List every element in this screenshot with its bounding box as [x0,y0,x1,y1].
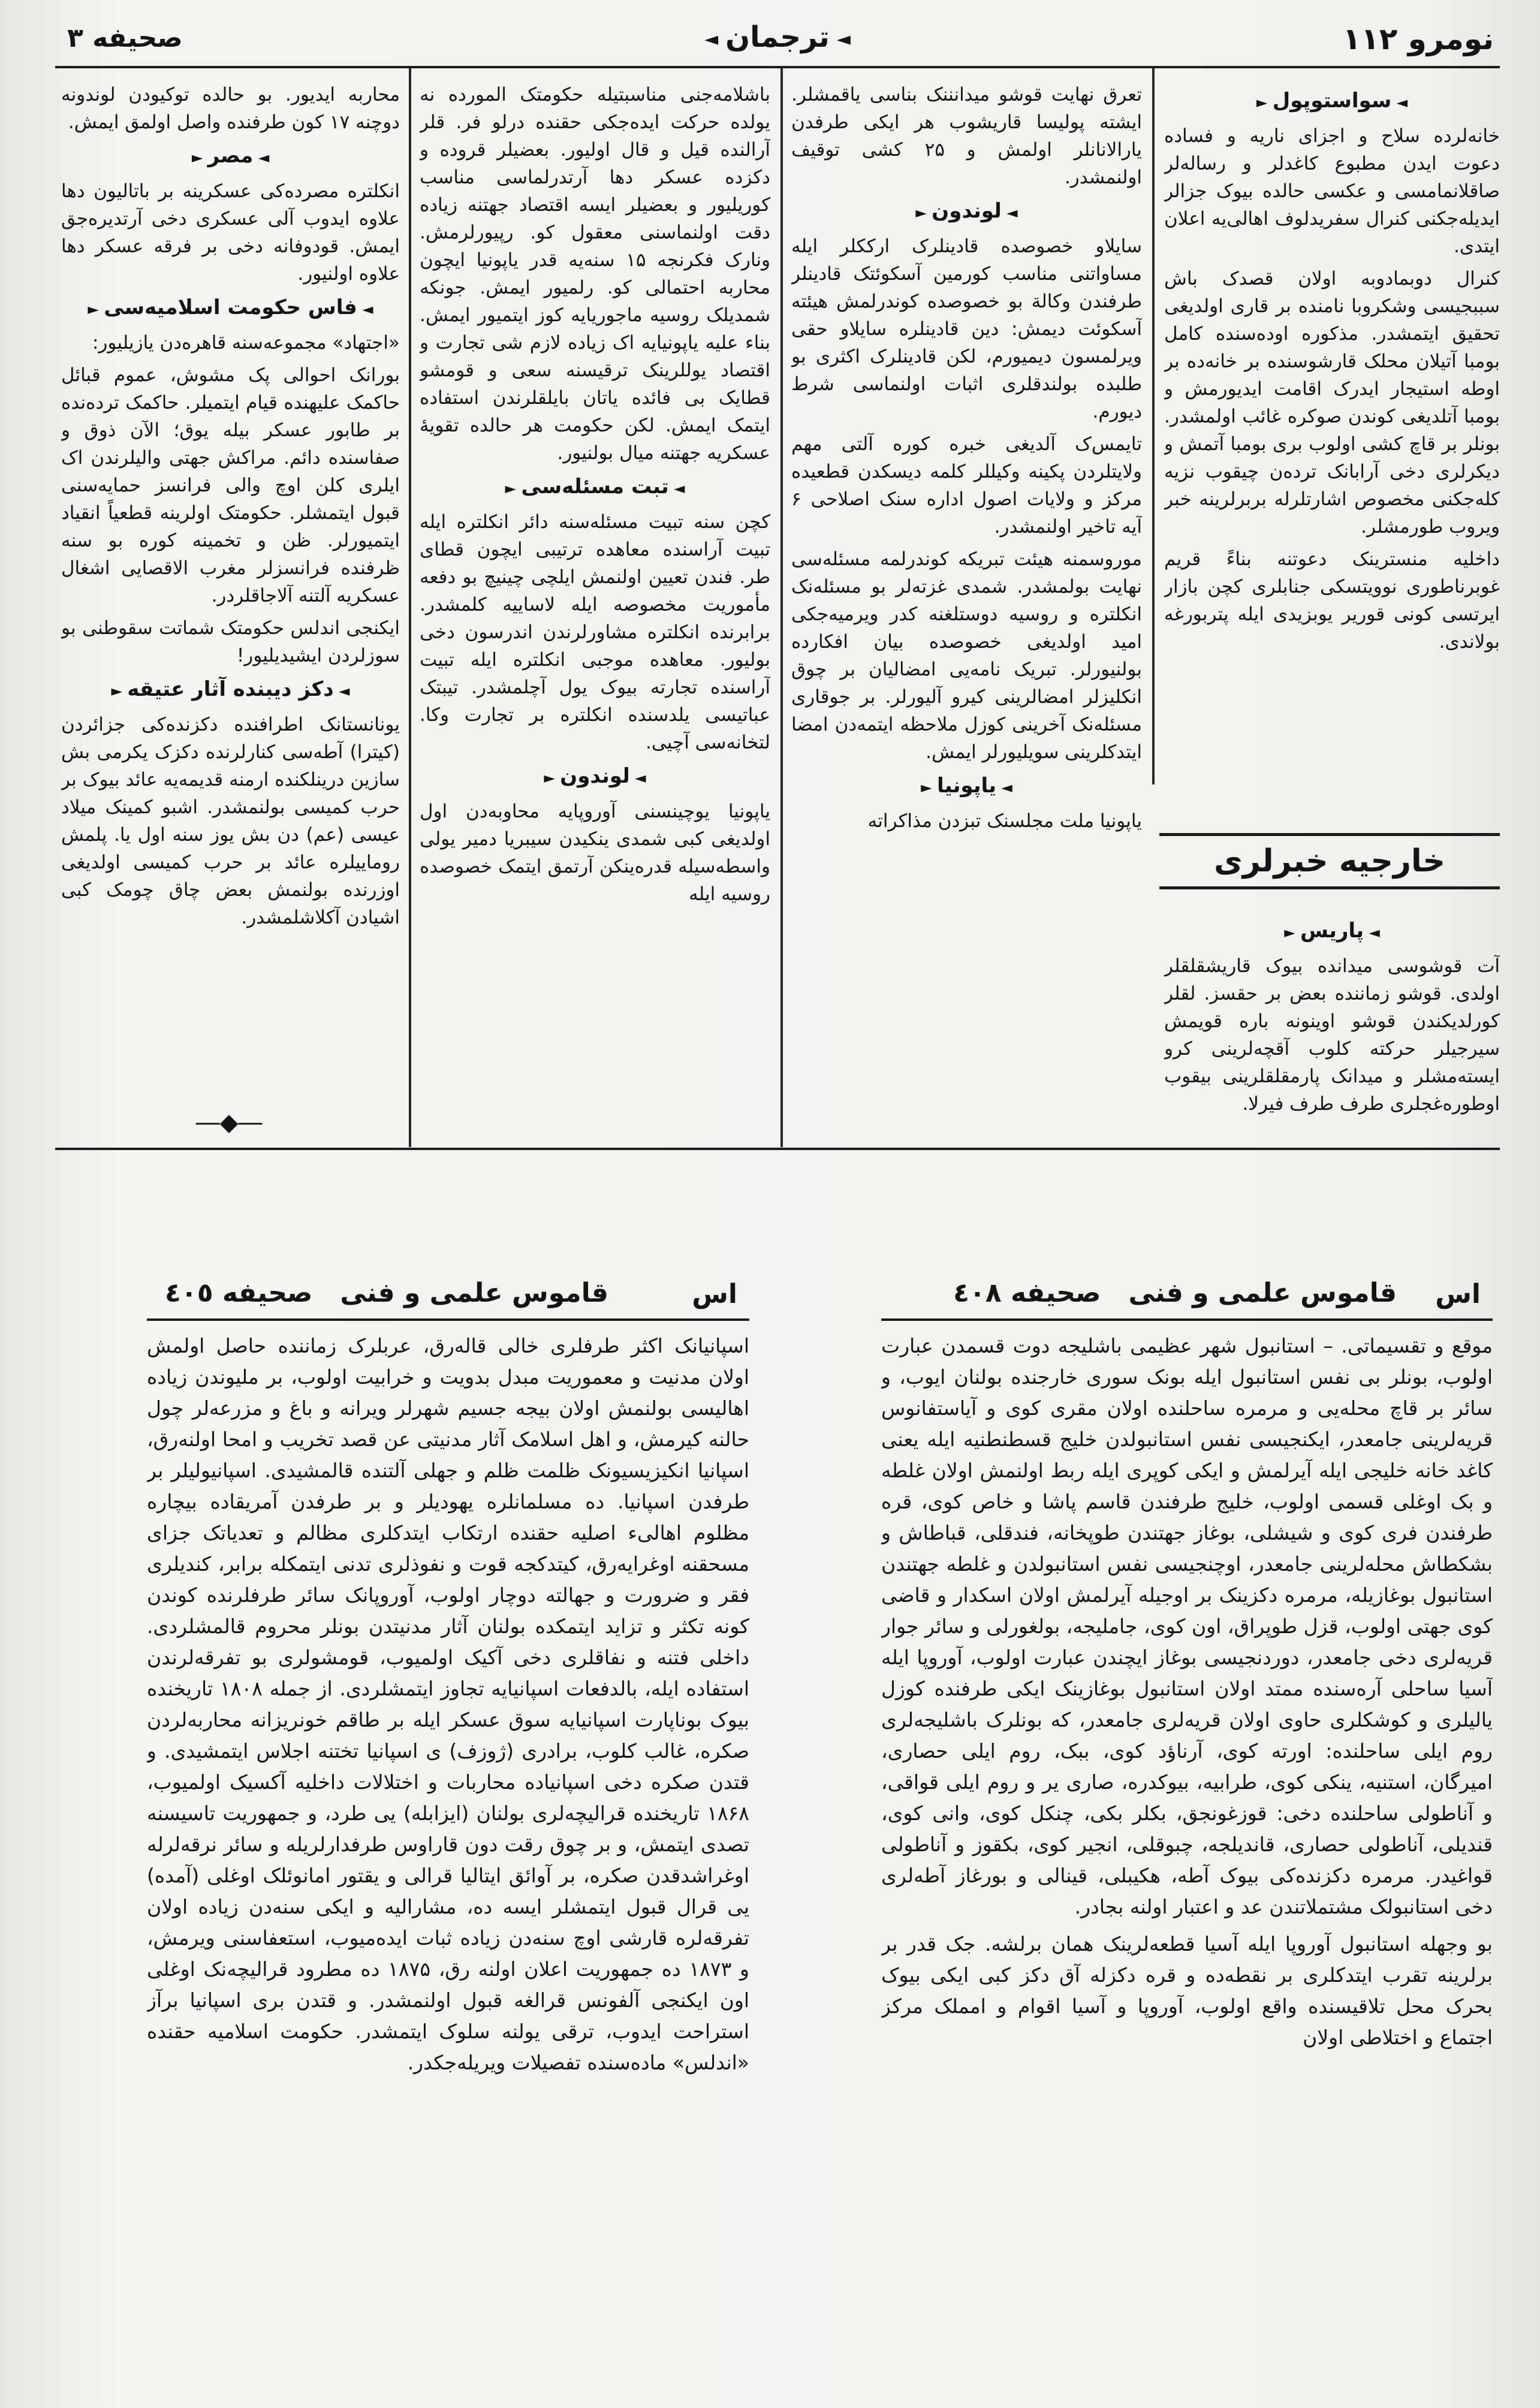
page-header [55,12,1500,63]
article-paragraph: آت قوشوسی میدانده بیوک قاریشقلقلر اولدی. قوشو زماننده بعض بر حقسز. لقلر کورلدیکندن قوشو اوینونه باره قویمش سیرجیلر حرکته کلوب آقچه‌لرینی کرو ایسته‌مشلر و میدانک پارمقلقلرینی بیقوب اوطوره‌غجلری طرف طرف فیرلا. [1164,955,1500,1115]
encyclopedia-card-right [881,1271,1493,2337]
card-page: صحیفه ٤٠٨ [953,1278,1101,1308]
card-paragraph: موقع و تقسیماتی. – استانبول شهر عظیمی باشلیجه دوت قسمدن عبارت اولوب، بونلر بی نفس استانبول ایله بونک سوری خارجنده بولنان ایوب، و سائر بر قاچ محله‌یی و مرمره ساحلنده اولان مقری کوی و آیاستفانوس قریه‌لرینی جامعدر، ایکنجیسی نفس استانبولدن خلیج قسطنطنیه ایله یعنی کاغد خانه خلیجی ایله آیرلمش و ایکی کوپری ایله ربط اولنمش اولان غلطه و بک اوغلی قسمی اولوب، خلیج طرفندن قاسم پاشا و خاص کوی، قره طرفندن فری کوی و شیشلی، بوغاز جهتندن طوپخانه، فندقلی، قباطاش و بشکطاش محله‌لرینی جامعدر، اوچنجیسی نفس استانبولدن و غلطه جهتندن استانبول بوغازیله، مرمره دکزینک بر اوجیله آیرلمش اولان اسکدار و قاضی کوی جهتی اولوب، قزل طوپراق، اون کوی، جاملیجه، بولغورلی و سائر جوار قریه‌لری دخی جامعدر، دوردنجیسی بوغاز ایچندن عبارت اولوب، آوروپا ایله آسیا ساحلی آره‌سنده ممتد اولان استانبول بوغازینک ایکی طرفنده کوزل یالیلری و کوشکلری حاوی اولان قریه‌لری جامعدر، که بونلرک باشلیجه‌لری روم ایلی ساحلنده: اورته کوی، آرناؤد کوی، ببک، روم ایلی حصاری، امیرگان، استنیه، ینکی کوی، طرابیه، بیوکدره، صاری یر و روم ایلی قواقی، و آناطولی ساحلنده دخی: قوزغونجق، بکلر بکی، چنکل کوی، وانی کوی، قندیلی، آناطولی حصاری، قاندیلجه، چبوقلی، انجیر کوی، بکقوز و آناطولی قواغیدر. مرمره دکزنده‌کی بیوک آطه، هکیبلی، قینالی و بورغاز آطه‌لری دخی استانبولک مشتملاتندن عد و اعتبار اولنه بجادر. [881,1334,1493,1918]
section-heading: ◄ مصر ► [61,142,400,171]
column-4 [61,81,400,1100]
newspaper-page [55,6,1500,1196]
header-rule [55,66,1500,68]
article-paragraph: کچن سنه تبیت مسئله‌سنه دائر انکلتره ایله تبیت آراسنده معاهده ترتیبی ایچون قطای طر. فندن تعیین اولنمش ایلچی چینیچ بو دفعه مأموریت مخصوصه ایله لاساییه کلمشدر. برابرنده انکلتره مشاورلرندن اندرسون دخی بولیور. معاهده موجبی انکلتره ایله تبیت آراسنده تجارته بیوک یول آچلمشدر. تیبتک عباتیسی یلدسنده انکلتره بر تجارت وکا. لتخانه‌سی آچیی. [420,511,770,753]
issue-number: نومرو ۱۱۲ [1342,22,1494,56]
foreign-news-banner: خارجیه خبرلری [1159,833,1500,889]
article-paragraph: داخلیه منسترینک دعوتنه بناءً قریم غوبرناطوری نوویتسکی جنابلری کچن بازار ایرتسی کونی قوریر یوبزیدی ایله پتربورغه بولاندی. [1164,548,1500,653]
card-paragraph: بو وجهله استانبول آوروپا ایله آسیا قطعه‌لرینک همان برلشه. جک قدر بر برلرینه تقرب ایتدکلری بر نقطه‌ده و قره دکزله آق دکز کبی ایکی بیوک بحرک محل تلاقیسنده واقع اولوب، آوروپا و آسیا اقوام و امملک مرکز اجتماع و اختلاطی اولان [881,1932,1493,2049]
card-page: صحیفه ٤٠٥ [165,1278,313,1308]
ornament-divider: ―◆― [195,1109,263,1136]
card-body [147,1330,749,2337]
card-title [165,1278,608,1308]
article-paragraph: سایلاو خصوصده قادینلرک ارککلر ایله مساواتنی مناسب کورمین آسکوئتک قادینلر طرفندن وکالة بو خصوصده کوندرلمش هیئته آسکوئت دیمش: دین قادینلره سایلاو حقی ویرلمسون دیمیورم، لکن قادینلرک اکثری بو طلبده بولندقلری اثبات اولنماسی شرط دیورم. [791,236,1142,423]
encyclopedia-card-left [147,1271,749,2337]
card-abbreviation: اس [692,1279,737,1309]
card-title [953,1278,1397,1308]
section-heading: ◄ لوندون ► [420,762,770,792]
section-heading: ◄ پاریس ► [1164,917,1500,946]
page-label: صحیفه ۳ [67,23,183,53]
bottom-rule [55,1148,1500,1150]
masthead-title: ◄ ترجمان ◄ [685,20,870,54]
section-heading: ◄ دکز دیبنده آثار عتیقه ► [61,675,400,705]
column-1 [1164,81,1500,782]
card-title-text: قاموس علمی و فنی [1128,1278,1397,1308]
article-paragraph: یاپونیا ملت مجلسنک تبزدن مذاکراته [867,810,1142,832]
article-paragraph: کنرال دوبمادوبه اولان قصدک باش سببجیسی وشکروبا نامنده بر قاری اولدیغی تحقیق ایتمشدر. مذکوره اوده‌سنده کامل بومبا آتیلان محلک قارشوسنده بر خانه‌ده بر اوطه استیجار ایدرک اقامت ایدیورمش و بومبا آتلدیغی کوندن صوکره غائب اولمشدر. بونلر بر قاچ کشی اولوب بری بومبا آتمش و دیکرلری دخی آرابانک ترده‌ن چیقوب نزیه کله‌جکنی مخصوص اشارتلرله بربرلرینه خبر ویروب طورمشلر. [1164,268,1500,538]
article-paragraph: بورانک احوالی پک مشوش، عموم قبائل حاکمک علیهنده قیام ایتمیلر. حاکمک ترده‌نده بر طابور عسکر بیله یوق؛ الآن ذوق و صفاسنده دائم. مراکش جهتی والیلرندن اک ایلری کلن اوچ والی فرانسز حمایه‌سنی قبول ایتمشلر. حکومتک اولرینه قطعیاً انقیاد ایتمیورلر. ظن و تخمینه کوره بو سنه ظرفنده فرانسزلر مغرب الاقصایی اشغال عسکریه آلتنه آلاجاقلردر. [61,364,400,606]
section-heading: ◄ تبت مسئله‌سی ► [420,473,770,502]
section-heading: ◄ یاپونیا ► [791,772,1142,801]
column-divider [1152,68,1155,784]
section-heading: ◄ سواستوپول ► [1164,87,1500,116]
article-paragraph: محاربه ایدیور. بو حالده توکیودن لوندونه دوچنه ۱۷ کون طرفنده واصل اولمق ایمش. [61,84,400,133]
article-paragraph: باشلامه‌جنی مناسبتیله حکومتک المورده نه یولده حرکت ایده‌جکی حقنده درلو فر. قلر آرالنده قیل و قال اولیور. بعضیلر قروده و دکزده عسکر دها آرتدرلماسی مناسب کوریلیور و بعضیلر ایسه اقتصاد جهتنه زیاده دقت اولنماسنی معقول کو. رپیورلرمش. ونارک فکرنجه ۱۵ سنه‌یه قدر یاپونیا ایچون محاربه احتمالی کو. رلمیور ایمش. جونکه شمدیلک روسیه ماجوریایه کوز ایتمیور ایمش. بناء علیه یاپونیایه اک زیاده لازم شی تجارت و اقتصاد یوللرینک ترقیسنه سعی و قومشو قطایک بی فائده یاتان بایلقلرندن استفاده ایتمک ایمش. لکن حکومت هر حالده تقویهٔ عسکریه جهتنه میال بولنیور. [420,84,770,464]
section-heading: ◄ فاس حکومت اسلامیه‌سی ► [61,294,400,323]
article-paragraph: خانه‌لرده سلاح و اجزای ناریه و فساده دعوت ایدن مطبوع کاغدلر و رساله‌لر صاقلانمامسی و عکسی حالده بیوک جزالر ایدیله‌جکنی کنرال سفریدلوف اهالی‌یه اعلان ایتدی. [1164,125,1500,257]
column-3 [420,81,770,1142]
card-body [881,1330,1493,2337]
article-paragraph: انکلتره مصرده‌کی عسکرینه بر باتالیون دها علاوه ایدوب آلی عسکری دخی آرتدیره‌جق ایمش. قودوفانه دخی بر فرقه عسکر دها علاوه اولنیور. [61,180,400,285]
article-paragraph: یاپونیا یوچینسنی آوروپایه محاوبه‌دن اول اولدیغی کبی شمدی ینکیدن سیبریا دمیر یولی واسطه‌سیله قدره‌ینکن آرتمق ایتمک خصوصده روسیه ایله [420,801,770,905]
column-divider [780,68,783,1147]
card-abbreviation: اس [1435,1279,1481,1309]
card-header [147,1271,749,1321]
column-divider [409,68,411,1147]
card-title-text: قاموس علمی و فنی [340,1278,608,1308]
article-paragraph: تایمس‌ک آلدیغی خبره کوره آلتی مهم ولایتلردن پکینه وکیللر کلمه دیسکدن قطعیده مرکز و ولایات اصول اداره سنک اصلاحی ۶ آیه تاخیر اولنمشدر. [791,433,1142,538]
article-paragraph: تعرق نهایت قوشو میدانننک بناسی یاقمشلر. ایشته پولیسا قاریشوب هر ایکی طرفدن یارالانانلر اولمش و ۲۵ کشی توقیف اولنمشدر. [791,84,1142,188]
article-paragraph: موروسمنه هیئت تبریکه کوندرلمه مسئله‌سی نهایت بولمشدر. شمدی غزته‌لر بو مسئله‌نک انکلتره و روسیه دوستلغنه کدر ویرمیه‌جکی امید اولدیغی خصوصده بیان افکارده بولنیورلر. تبریک نامه‌یی امضالیان بر چوق انکلیزلر امضالرینی کیرو آلیورلر. بر جوقاری مسئله‌نک آخرینی کوزل ملاحظه ایتمه‌دن امضا ایتدکلرینی سویلیورلر ایمش. [791,548,1142,763]
section-heading: ◄ لوندون ► [791,197,1142,227]
card-paragraph: اسپانیانک اکثر طرفلری خالی قالەرق، عربلرک زماننده حاصل اولمش اولان مدنیت و معموریت مبدل بدویت و خرابیت اولوب، بر ملیوندن زیاده اهالیسی بولنمش اولان بیجه جسیم شهرلر ویرانه و باغ و مزرعه‌لر چول حالنه کیرمش، و اهل اسلامک آثار مدنیتی عن قصد تخریب و امحا اولنەرق، اسپانیا انکیزیسیونک ظلمت ظلم و جهلی آلتنده قالمشیدی. اسپانیولیلر بر طرفدن اسپانیا. ده مسلمانلره یهودیلر و بر طرفدن آمریقاده بیچاره مظلوم اهالیء اصلیه حقنده ارتکاب ایتدکلری مظالم و تعدیاتک جزای مسحقنه اوغرایەرق، کیتدکجه قوت و نفوذلری تدنی ایتمکله برابر، کندیلری فقر و ضرورت و جهالته دوچار اولوب، آوروپانک سائر طرفلرنده کوندن کونه تکثر و تزاید ایتمکده بولنان آثار مدنیتدن بونلر محروم قالمشلردی. داخلی فتنه و نفاقلری دخی آکیک اولمیوب، قومشولری بو تفرقەلرندن استفاده ایله، بالدفعات اسپانیایه تجاوز ایتمشلردی. از جمله ۱۸۰۸ تاریخنده بیوک بوناپارت اسپانیایه سوق عسکر ایله بر طاقم خونریزانه محاربەلردن صکره، غالب کلوب، برادری (ژوزف) ی اسپانیا تختنه اجلاس ایتمشیدی. و قتدن صکره دخی اسپانیاده محاربات و اختلالات داخلیه آکسیک اولمیوب، ۱۸۶۸ تاریخنده قراليچه‌لری بولنان (ایزابله) یی طرد، و جمهوریت تاسیسنه تصدی ایتمش، و بر چوق رقت دون قاراوس طرفدارلریله و سائر نرقه‌لرله اوغراشدقدن صکره، بر آوائق ایتالیا قرالی و یقتور امانوئلک اوغلی (آمده) یی قرال قبول ایتمشلر ایسه ده، مشارالیه و ایکی سنه‌دن زیاده اولان تفرقه‌لره قارشی اوچ سنه‌دن زیاده ثبات ایده‌میوب، استعفاسنی ویرمش، و ۱۸۷۳ ده جمهوریت اعلان اولنه رق، ۱۸۷۵ ده مطرود قرالیچه‌نک اوغلی اون ایکنجی آلفونس قرالغه قبول اولنمشدر. و قتدن بری اسپانیا برآز استراحت ایدوب، ترقی یولنه سلوک ایتمشدر. حکومت اسلامیه حقنده «اندلس» ماده‌سنده تفصیلات ویریله‌جکدر. [147,1334,749,2074]
card-header [881,1271,1493,1321]
article-paragraph: یونانستانک اطرافنده دکزنده‌کی جزائردن (کیترا) آطه‌سی کنارلرنده دکزک یکرمی بش سازین درینلکنده ارمنه قدیمه‌یه عائد بیوک بر حرب کمیسی بولنمشدر. اشبو کمینک میلاد عیسی (عم) دن بش یوز سنه اول یا. پلمش روماییلره عائد بر حرب کمیسی اولدیغی اوزرنده بولنمش بعض چاق چومک کبی اشیادن آکلاشلمشدر. [61,714,400,928]
column-2 [791,81,1142,1142]
foreign-news-block [1159,785,1500,1145]
foreign-news-column [1164,911,1500,1139]
article-paragraph: ایکنجی اندلس حکومتک شماتت سقوطنی بو سوزلردن ایشیدیلیور! [61,617,400,666]
article-paragraph: «اجتهاد» مجموعه‌سنه قاهره‌دن یازیلیور: [92,332,400,354]
